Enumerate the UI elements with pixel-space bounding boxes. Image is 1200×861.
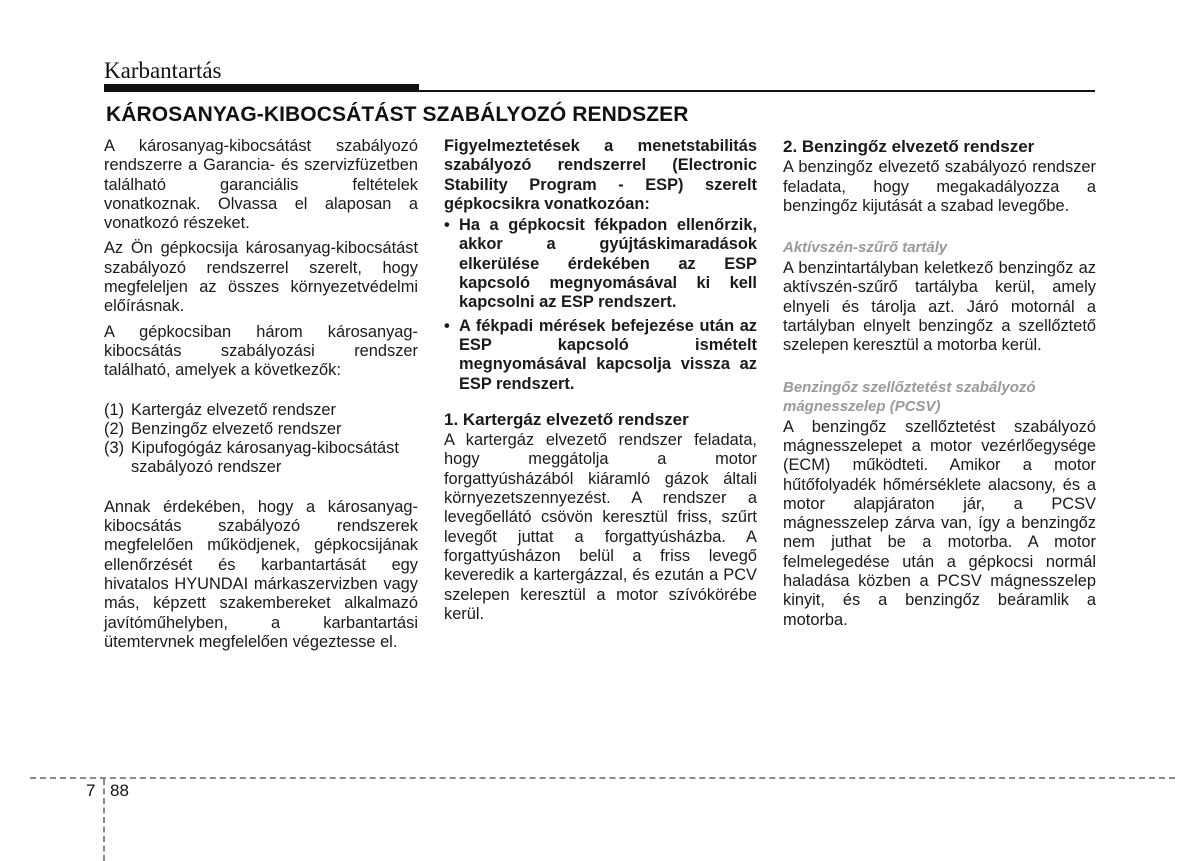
canister-paragraph: A benzintartályban keletkező benzingőz az aktívszén-szűrő tartályba kerül, amely elnyeli és tárolja azt. Járó motornál a tartályban elnyelt benzingőz a szellőztető szelepen keresztül a motorba kerül. — [783, 259, 1096, 355]
bullet-text: Ha a gépkocsit fékpadon ellenőrzik, akkor a gyújtáskimaradások elkerülése érdekében az ESP kapcsoló megnyomásával ki kell kapcsolni az ESP rendszert. — [459, 216, 757, 312]
subheading-pcsv: Benzingőz szellőztetést szabályozó mágnesszelep (PCSV) — [783, 378, 1036, 415]
esp-warning-list — [444, 216, 757, 394]
footer-divider — [30, 777, 1175, 779]
list-number: (2) — [104, 419, 125, 438]
vehicle-paragraph: Az Ön gépkocsija károsanyag-kibocsátást szabályozó rendszerrel szerelt, hogy megfeleljen az összes környezetvédelmi előírásnak. — [104, 239, 418, 316]
list-text: Kartergáz elvezető rendszer — [131, 400, 336, 419]
page-number: 88 — [110, 781, 129, 800]
column-1 — [104, 137, 418, 658]
header-bar-thick — [104, 84, 419, 92]
crankcase-paragraph: A kartergáz elvezető rendszer feladata, hogy meggátolja a motor forgattyúsházából kiáramló gázok általi környezetszennyezést. A rendszer a levegőellátó csövön keresztül friss, szűrt levegőt juttat a forgattyúsházba. A forgattyúsházon belül a friss levegő keveredik a kartergázzal, és ezután a PCV szelepen keresztül a motor szívókörébe kerül. — [444, 431, 757, 623]
systems-list — [104, 401, 418, 478]
systems-intro-paragraph: A gépkocsiban három károsanyag-kibocsátás szabályozási rendszer található, amelyek a következők: — [104, 322, 418, 380]
chapter-title: Karbantartás — [104, 58, 222, 83]
pcsv-paragraph: A benzingőz szellőztetést szabályozó mágnesszelepet a motor vezérlőegysége (ECM) működteti. Amikor a motor hűtőfolyadék hőmérséklete alacsony, és a motor alapjáraton jár, a PCSV mágnesszelep zárva van, így a benzingőz nem juthat be a motorba. A motor felmelegedése után a gépkocsi normál haladása közben a PCSV mágnesszelep kinyit, és a benzingőz beáramlik a motorba. — [783, 417, 1096, 629]
esp-warning-intro: Figyelmeztetések a menetstabilitás szabályozó rendszerrel (Electronic Stability Program - ESP) szerelt gépkocsikra vonatkozóan: — [444, 137, 757, 213]
bullet-text: A fékpadi mérések befejezése után az ESP kapcsoló ismételt megnyomásával kapcsolja vissza az ESP rendszert. — [459, 316, 757, 393]
list-item — [104, 401, 418, 420]
bullet-icon: • — [444, 316, 450, 335]
heading-crankcase: 1. Kartergáz elvezető rendszer — [444, 409, 689, 429]
list-number: (1) — [104, 400, 125, 419]
list-item — [444, 216, 757, 312]
heading-evaporative: 2. Benzingőz elvezető rendszer — [783, 137, 1035, 156]
list-text: Kipufogógáz károsanyag-kibocsátást szabályozó rendszer — [131, 439, 399, 477]
maintenance-paragraph: Annak érdekében, hogy a károsanyag-kibocsátás szabályozó rendszerek megfelelően működjenek, gépkocsijának ellenőrzését és karbantartását egy hivatalos HYUNDAI márkaszervizben vagy más, képzett szakembereket alkalmazó javítóműhelyben, a karbantartási ütemtervnek megfelelően végeztesse el. — [104, 497, 418, 651]
list-item — [104, 420, 418, 439]
section-title: KÁROSANYAG-KIBOCSÁTÁST SZABÁLYOZÓ RENDSZER — [106, 103, 689, 126]
list-number: (3) — [104, 439, 125, 458]
column-2 — [444, 137, 757, 630]
intro-paragraph: A károsanyag-kibocsátást szabályozó rendszerre a Garancia- és szervizfüzetben található garanciális feltételek vonatkoznak. Olvassa el alaposan a vonatkozó részeket. — [104, 137, 418, 233]
list-text: Benzingőz elvezető rendszer — [131, 419, 342, 438]
evaporative-paragraph: A benzingőz elvezető szabályozó rendszer feladata, hogy megakadályozza a benzingőz kijutását a szabad levegőbe. — [783, 158, 1096, 215]
list-item — [104, 439, 418, 478]
footer-vertical-divider — [103, 779, 105, 861]
subheading-canister: Aktívszén-szűrő tartály — [783, 239, 948, 257]
chapter-number: 7 — [86, 781, 96, 800]
bullet-icon: • — [444, 216, 450, 235]
list-item — [444, 317, 757, 394]
header-bar-thin — [419, 90, 1095, 92]
column-3 — [783, 137, 1096, 636]
